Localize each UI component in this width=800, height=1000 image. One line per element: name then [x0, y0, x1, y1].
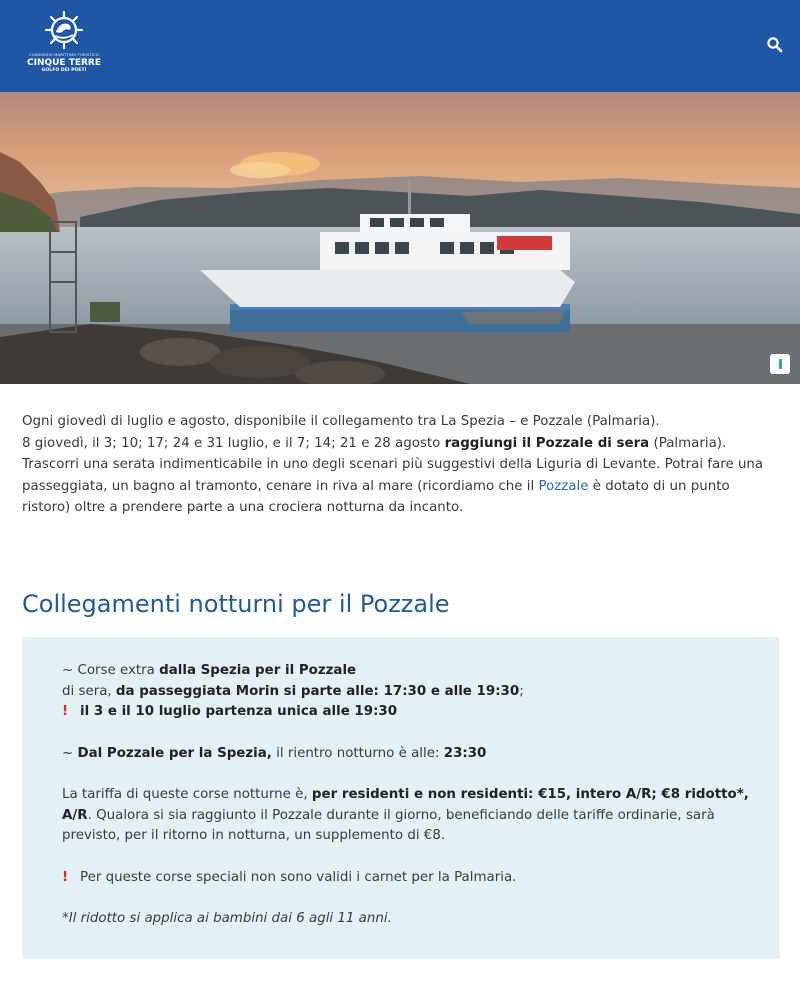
- outbound-semicolon: ;: [519, 683, 524, 699]
- hero-image: [0, 92, 800, 384]
- logo-line-3: GOLFO DEI POETI: [41, 68, 87, 73]
- fare-intro: La tariffa di queste corse notturne è,: [62, 787, 312, 802]
- search-button[interactable]: [766, 36, 784, 54]
- outbound-line-2: [62, 682, 762, 703]
- exclamation-icon: !: [62, 704, 69, 719]
- schedule-info-box: [22, 637, 780, 959]
- pozzale-link[interactable]: Pozzale: [538, 478, 589, 494]
- july-exception-line: [62, 702, 762, 723]
- return-line: [62, 744, 762, 765]
- search-icon: [766, 36, 784, 54]
- intro-description: (Palmaria). Trascorri una serata indimenticabile in uno degli scenari più suggestivi della Liguria di Levante. Potrai fare una passeggiata, un bagno al tramonto, cenare in riva al mare (ricordiamo che il: [22, 435, 764, 494]
- return-route: Dal Pozzale per la Spezia,: [77, 745, 272, 761]
- intro-paragraph-1: Ogni giovedì di luglio e agosto, disponibile il collegamento tra La Spezia – e Pozzale (Palmaria).: [22, 414, 660, 429]
- hero-badge[interactable]: [770, 354, 790, 374]
- july-exception-text: il 3 e il 10 luglio partenza unica alle 19:30: [80, 704, 398, 719]
- intro-dates: 8 giovedì, il 3; 10; 17; 24 e 31 luglio, e il 7; 14; 21 e 28 agosto: [22, 435, 445, 451]
- outbound-evening: di sera,: [62, 683, 116, 699]
- intro-text: [22, 411, 782, 519]
- site-header: [0, 0, 800, 92]
- site-logo[interactable]: [22, 10, 106, 84]
- intro-highlight: raggiungi il Pozzale di sera: [444, 435, 650, 451]
- return-text: il rientro notturno è alle:: [271, 745, 444, 761]
- fare-prices: per residenti e non residenti: €15, intero A/R; €8 ridotto*, A/R: [62, 787, 749, 823]
- section-title: Collegamenti notturni per il Pozzale: [22, 590, 450, 618]
- info-icon: [779, 359, 782, 369]
- outbound-times: da passeggiata Morin si parte alle: 17:30 e alle 19:30: [115, 683, 520, 699]
- logo-line-1: CONSORZIO MARITTIMO TURISTICO: [29, 53, 99, 57]
- carnet-warning-text: Per queste corse speciali non sono validi i carnet per la Palmaria.: [80, 869, 517, 885]
- ship-wheel-icon: [44, 10, 84, 50]
- reduced-fare-note: *Il ridotto si applica ai bambini dai 6 agli 11 anni.: [62, 911, 392, 926]
- fare-supplement: . Qualora si sia raggiunto il Pozzale durante il giorno, beneficiando delle tariffe ordinarie, sarà previsto, per il ritorno in notturna, un supplemento di €8.: [62, 807, 715, 843]
- fare-line: [62, 785, 762, 847]
- hero-photo: [0, 92, 800, 384]
- outbound-prefix: ~ Corse extra: [62, 663, 160, 678]
- outbound-line-1: [62, 661, 762, 682]
- intro-ending: è dotato di un punto ristoro) oltre a prendere parte a una crociera notturna da incanto.: [22, 478, 730, 515]
- return-time: 23:30: [443, 745, 487, 761]
- return-prefix: ~: [62, 745, 78, 761]
- carnet-warning-line: [62, 868, 762, 889]
- logo-line-2: CINQUE TERRE: [26, 58, 102, 68]
- exclamation-icon: !: [62, 869, 69, 885]
- outbound-route: dalla Spezia per il Pozzale: [159, 663, 357, 678]
- intro-paragraph-2: [22, 433, 782, 519]
